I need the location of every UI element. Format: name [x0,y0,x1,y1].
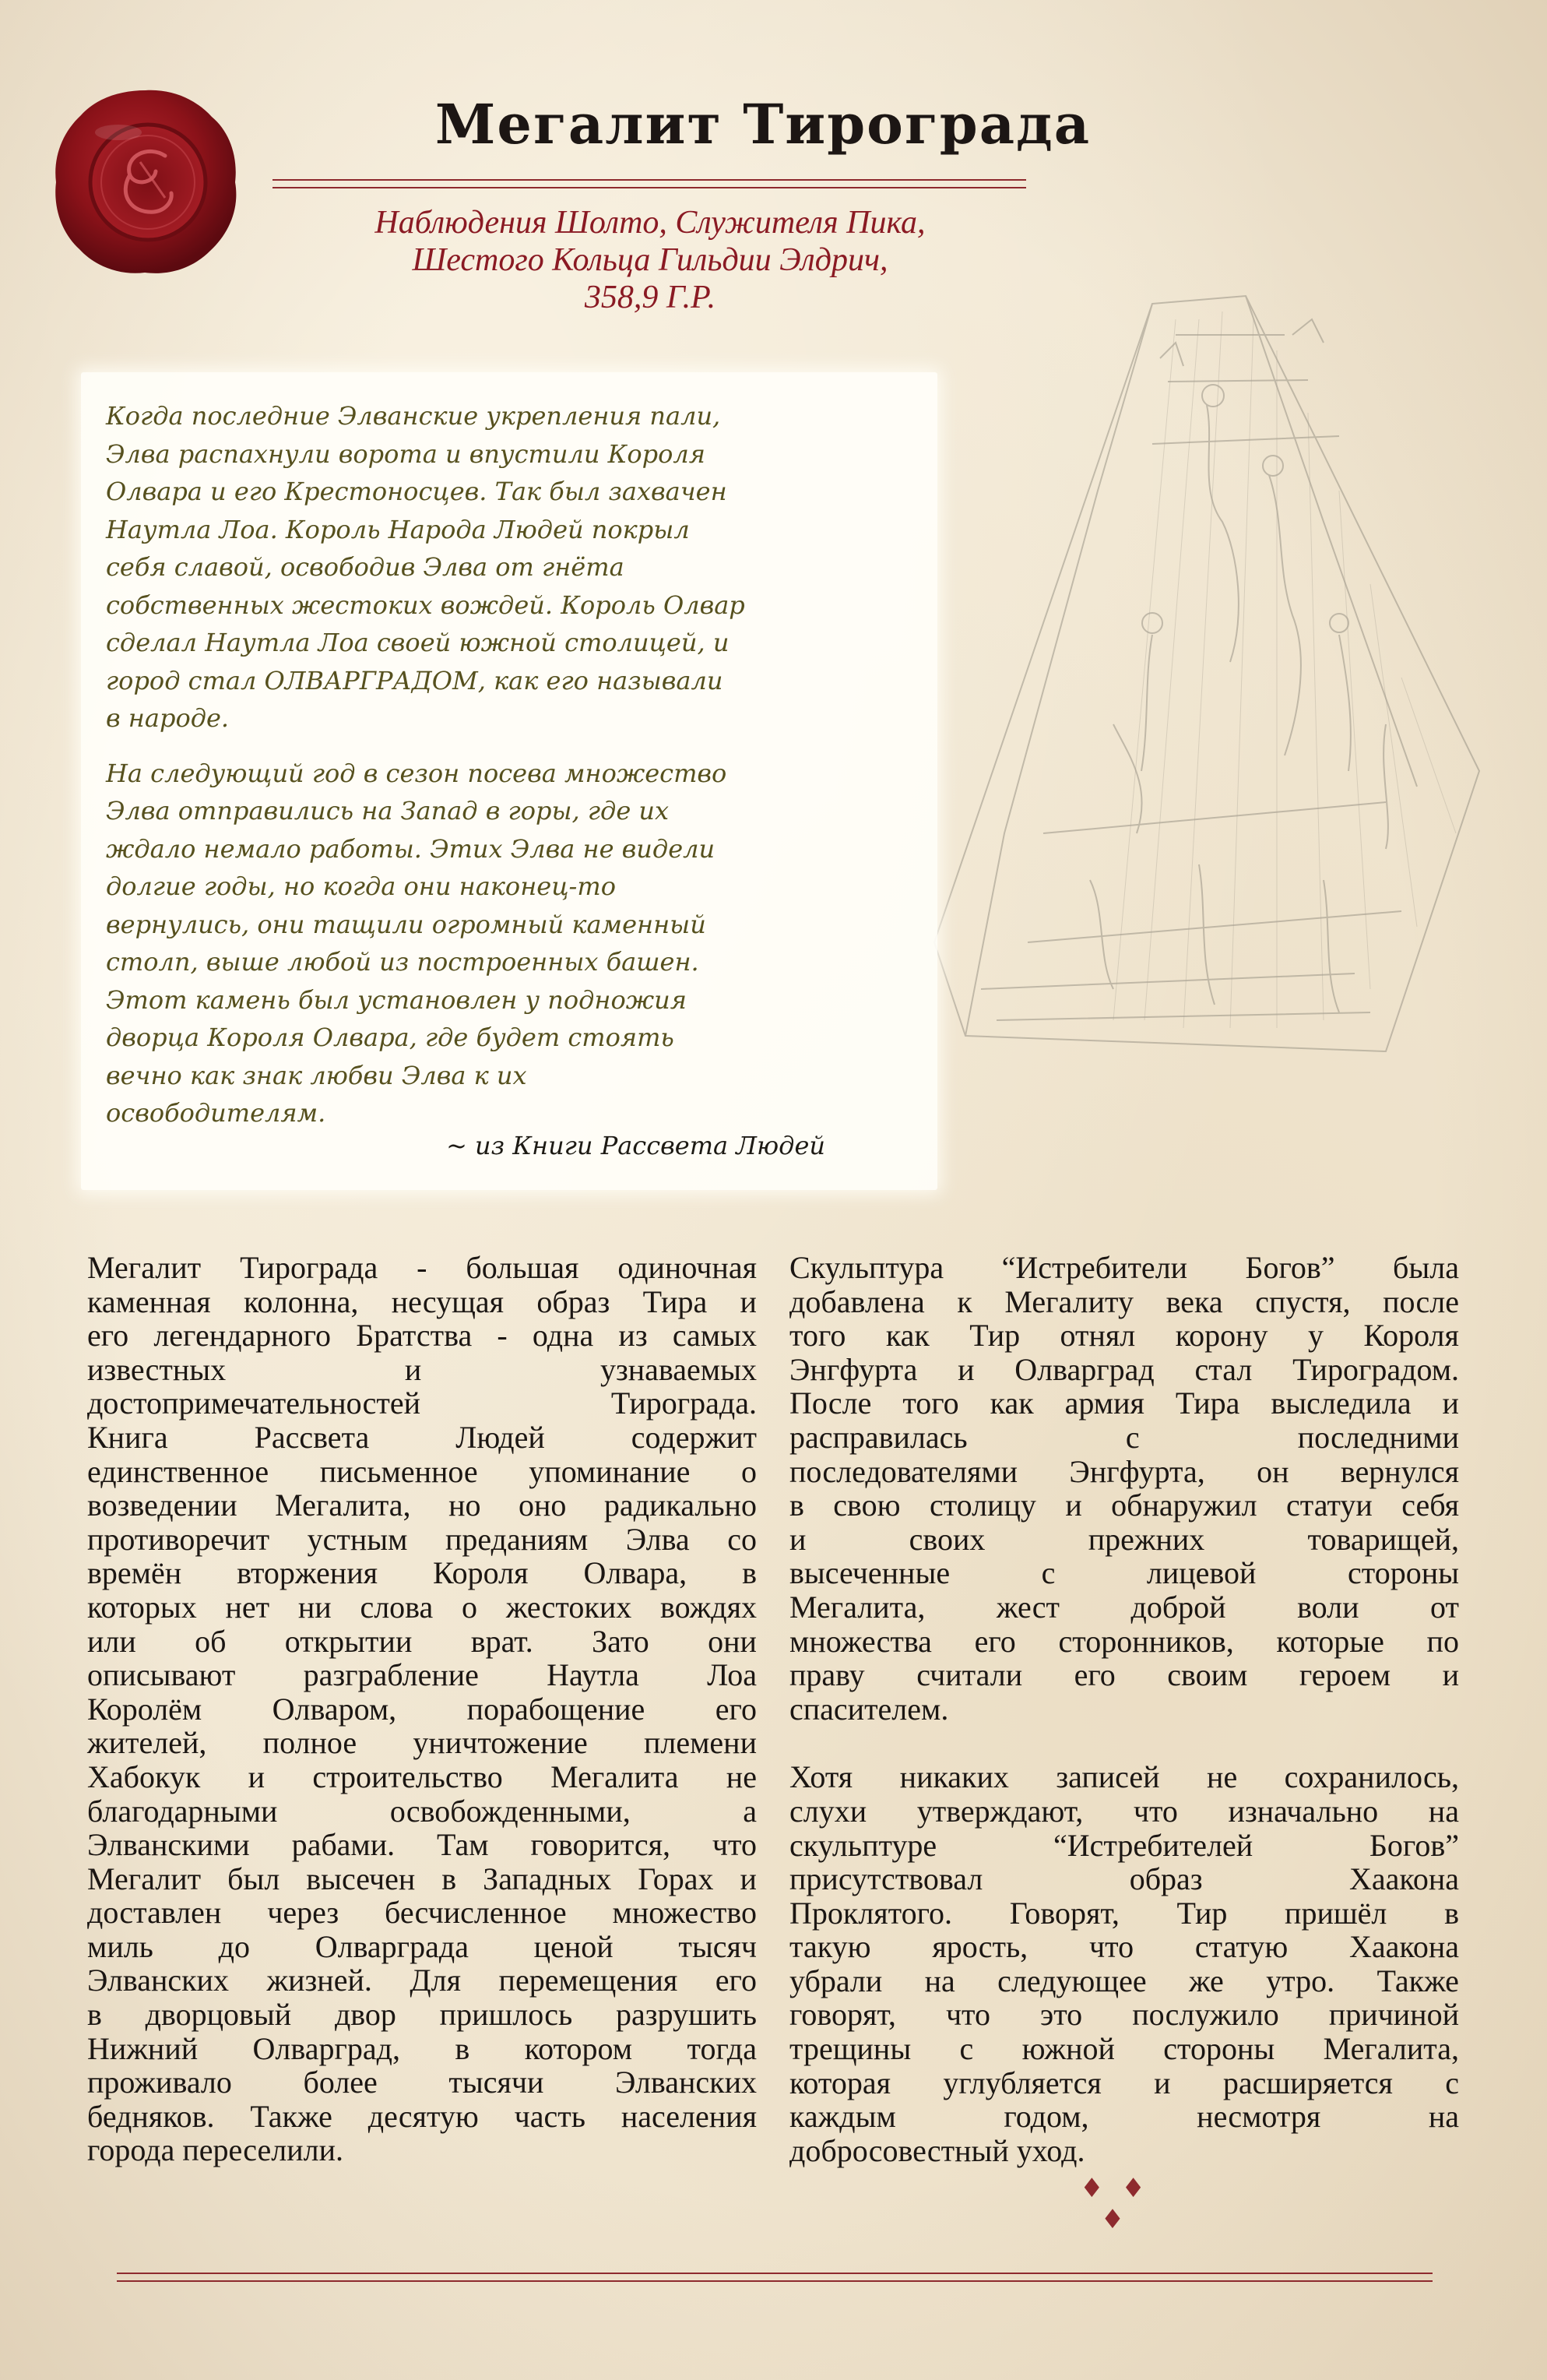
body-line: каждым годом, несмотря на [789,2099,1459,2135]
body-line: добросовестный уход. [789,2132,1085,2168]
body-line: его легендарного Братства - одна из самых [87,1318,757,1354]
quote-paragraph [106,755,916,1132]
body-line: скульптуре “Истребителей Богов” [789,1827,1459,1863]
body-line: достопримечательностей Тирограда. [87,1385,757,1421]
quote-line: долгие годы, но когда они наконец-то [106,871,616,901]
body-line: описывают разграбление Наутла Лоа [87,1657,757,1693]
body-line: и своих прежних товарищей, [789,1521,1459,1557]
body-line: убрали на следующее же утро. Также [789,1963,1459,1998]
page-title: Мегалит Тирограда [434,92,1092,157]
body-line: расправилась с последними [789,1419,1459,1455]
body-line: в дворцовый двор пришлось разрушить [87,1997,757,2033]
quote-line: столп, выше любой из построенных башен. [106,947,699,977]
body-line: добавлена к Мегалиту века спустя, после [789,1283,1459,1319]
body-line: Мегалит Тирограда - большая одиночная [87,1250,757,1285]
quote-line: Когда последние Элванские укрепления пали, [106,401,721,431]
body-line: высеченные с лицевой стороны [789,1555,1459,1591]
body-line: которых нет ни слова о жестоких вождях [87,1589,757,1625]
quote-line: Наутла Лоа. Король Народа Людей покрыл [106,514,690,544]
body-line: времён вторжения Короля Олвара, в [87,1555,757,1591]
body-line: Хотя никаких записей не сохранилось, [789,1759,1459,1795]
body-line: того как Тир отнял корону у Короля [789,1318,1459,1354]
body-line: Хабокук и строительство Мегалита не [87,1759,757,1794]
body-line: жителей, полное уничтожение племени [87,1725,757,1761]
body-line: Мегалит был высечен в Западных Горах и [87,1861,757,1896]
body-line: возведении Мегалита, но оно радикально [87,1488,757,1523]
footer-divider [117,2280,1433,2282]
body-line: города переселили. [87,2132,344,2168]
megalith-sketch-illustration [919,288,1526,1114]
body-line: Энгфурта и Олварград стал Тироградом. [789,1351,1459,1387]
section-end-ornament: ♦ ♦ ♦ [1080,2173,1150,2235]
quote-line: дворца Короля Олвара, где будет стоять [106,1023,674,1052]
body-line: единственное письменное упоминание о [87,1453,757,1489]
quote-line: ждало немало работы. Этих Элва не видели [106,833,715,864]
body-column-left [87,1251,757,2167]
body-line: Элванских жизней. Для перемещения его [87,1963,757,1998]
body-line: Проклятого. Говорят, Тир пришёл в [789,1895,1459,1931]
body-line: Нижний Олварград, в котором тогда [87,2030,757,2066]
quote-paragraph [106,397,916,738]
quote-line: На следующий год в сезон посева множество [106,758,727,788]
body-line: в свою столицу и обнаружил статуи себя [789,1488,1459,1523]
wax-seal-icon [48,84,243,279]
body-line: После того как армия Тира выследила и [789,1385,1459,1421]
body-line: или об открытии врат. Зато они [87,1623,757,1659]
title-divider [272,179,1026,181]
body-line: такую ярость, что статую Хаакона [789,1929,1459,1965]
body-line: последователями Энгфурта, он вернулся [789,1453,1459,1489]
body-line: праву считали его своим героем и [789,1657,1459,1693]
body-line: Мегалита, жест доброй воли от [789,1589,1459,1625]
body-line: Королём Олваром, порабощение его [87,1691,757,1727]
body-line: каменная колонна, несущая образ Тира и [87,1283,757,1319]
quote-line: город стал ОЛВАРГРАДОМ, как его называли [106,665,723,695]
quote-line: Элва отправились на Запад в горы, где их [106,796,670,826]
quote-line: сделал Наутла Лоа своей южной столицей, и [106,628,730,657]
quote-line: себя славой, освободив Элва от гнёта [106,552,624,582]
quote-line: освободителям. [106,1098,326,1128]
quote-line: Элва распахнули ворота и впустили Короля [106,438,705,469]
quote-line: Олвара и его Крестоносцев. Так был захвачен [106,477,727,506]
page-subtitle [272,204,1028,316]
title-divider [272,187,1026,188]
paragraph-gap [789,1726,1459,1760]
body-line: говорят, что это послужило причиной [789,1997,1459,2033]
subtitle-line: 358,9 Г.Р. [584,280,716,315]
body-line: трещины с южной стороны Мегалита, [789,2031,1459,2067]
body-line: Элванскими рабами. Там говорится, что [87,1827,757,1863]
quote-line: вернулись, они тащили огромный каменный [106,909,706,939]
body-line: спасителем. [789,1691,949,1727]
body-line: которая углубляется и расширяется с [789,2065,1459,2100]
subtitle-line: Шестого Кольца Гильдии Элдрич, [412,242,888,278]
quote-text [106,397,916,1150]
footer-divider [117,2273,1433,2274]
body-line: проживало более тысячи Элванских [87,2065,757,2100]
subtitle-line: Наблюдения Шолто, Служителя Пика, [374,205,926,241]
body-line: доставлен через бесчисленное множество [87,1895,757,1931]
body-line: слухи утверждают, что изначально на [789,1793,1459,1829]
body-line: присутствовал образ Хаакона [789,1861,1459,1897]
quote-line: вечно как знак любви Элва к их [106,1060,527,1090]
quote-attribution: ~ из Книги Рассвета Людей [446,1131,825,1160]
body-line: бедняков. Также десятую часть населения [87,2098,757,2134]
quote-line: собственных жестоких вождей. Король Олвар [106,590,745,620]
body-line: множества его сторонников, которые по [789,1623,1459,1659]
body-line: известных и узнаваемых [87,1351,757,1387]
body-column-right [789,1251,1459,2167]
body-line: Скульптура “Истребители Богов” была [789,1250,1459,1285]
quote-line: Этот камень был установлен у подножия [106,984,687,1015]
body-line: миль до Олварграда ценой тысяч [87,1928,757,1964]
body-line: благодарными освобожденными, а [87,1793,757,1829]
body-line: противоречит устным преданиям Элва со [87,1521,757,1557]
quote-line: в народе. [106,703,230,733]
body-line: Книга Рассвета Людей содержит [87,1419,757,1455]
